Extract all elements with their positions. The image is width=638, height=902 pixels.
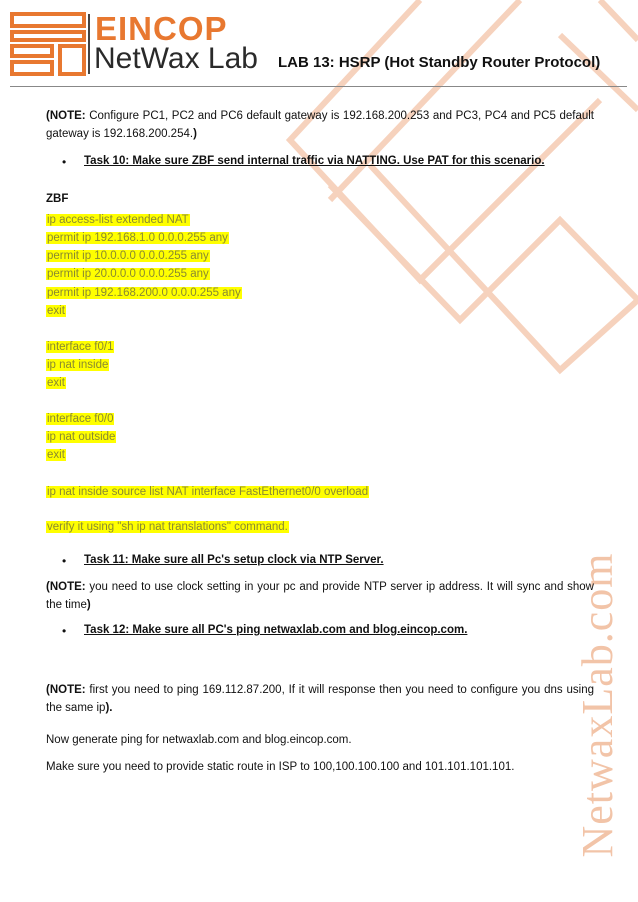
code-line: permit ip 20.0.0.0 0.0.0.255 any [47,268,209,280]
code-line: permit ip 10.0.0.0 0.0.0.255 any [47,250,209,262]
note-close: ) [193,128,197,140]
code-line: ip access-list extended NAT [47,214,189,226]
eincop-logo-icon [8,10,88,78]
code-line: permit ip 192.168.1.0 0.0.0.255 any [47,232,228,244]
code-verify: verify it using "sh ip nat translations" command. [47,521,288,533]
note-label: (NOTE: [46,581,86,593]
note-label: (NOTE: [46,110,86,122]
code-line: interface f0/0 [47,413,114,425]
code-line: ip nat inside [47,359,109,371]
note-text: first you need to ping 169.112.87.200, If it will response then you need to configure you dns using the same ip [46,684,594,714]
code-line: exit [47,449,65,461]
para-ping: Now generate ping for netwaxlab.com and blog.eincop.com. [46,734,352,746]
bullet: • [62,554,67,568]
note-text: Configure PC1, PC2 and PC6 default gateway is 192.168.200.253 and PC3, PC4 and PC5 default gateway is 192.168.200.254. [46,110,594,140]
note-label: (NOTE: [46,684,86,696]
bullet: • [62,624,67,638]
note-dns [46,681,594,717]
code-nat-overload: ip nat inside source list NAT interface FastEthernet0/0 overload [47,486,369,498]
note-text: you need to use clock setting in your pc and provide NTP server ip address. It will sync and show the time [46,581,594,611]
code-line: permit ip 192.168.200.0 0.0.0.255 any [47,287,241,299]
code-line: interface f0/1 [47,341,114,353]
watermark-text: NetwaxLab.com [573,552,622,858]
task-10: Task 10: Make sure ZBF send internal traffic via NATTING. Use PAT for this scenario. [84,155,545,167]
logo-divider [88,14,90,74]
note-gateway [46,107,594,143]
code-line: exit [47,305,65,317]
task-12: Task 12: Make sure all PC's ping netwaxlab.com and blog.eincop.com. [84,624,468,636]
note-close: ). [105,702,113,714]
header-divider [10,86,627,87]
brand-bottom: NetWax Lab [94,42,258,75]
zbf-heading: ZBF [46,193,69,205]
code-line: exit [47,377,65,389]
bullet: • [62,155,67,169]
code-line: ip nat outside [47,431,116,443]
para-static-route: Make sure you need to provide static route in ISP to 100,100.100.100 and 101.101.101.101. [46,761,515,773]
task-11: Task 11: Make sure all Pc's setup clock via NTP Server. [84,554,384,566]
note-close: ) [86,599,91,611]
brand-top: EINCOP [95,10,228,47]
page-title: LAB 13: HSRP (Hot Standby Router Protocol) [278,54,601,71]
note-ntp [46,578,594,614]
